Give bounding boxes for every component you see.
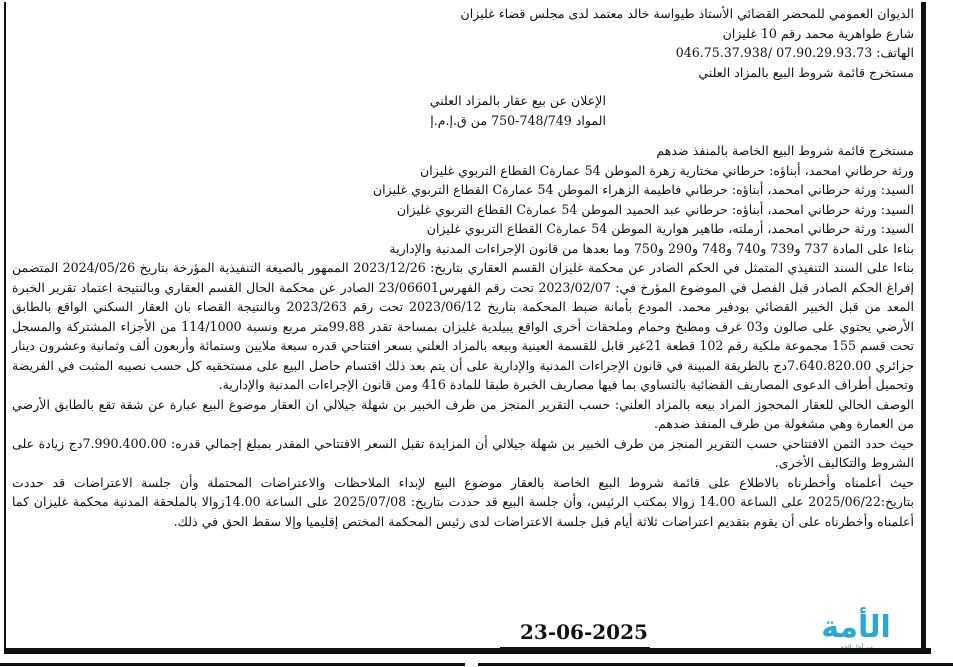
office-title: الديوان العمومي للمحضر القضائي الأستاذ طيواسة خالد معتمد لدى مجلس قضاء غليزان (460, 6, 914, 21)
footer-divider-left (0, 663, 465, 666)
party-line: السيد: ورثة حرطاني امحمد، أبناؤه: حرطاني عبد الحميد الموطن 54 عمارةC القطاع التربوي غليزان (396, 201, 914, 217)
party-line: السيد: ورثة حرطاني امحمد، أبناؤه: حرطاني فاطيمة الزهراء الموطن 54 عمارةC القطاع التربوي غليزان (372, 182, 914, 197)
legal-notice-document (12, 4, 914, 531)
bottom-border (4, 648, 931, 654)
legal-basis-line: بناءا على المادة 737 و739 و740 و748 و290 و750 وما بعدها من قانون الإجراءات المدنية والإدارية (389, 240, 914, 256)
publication-date: 23-06-2025 (520, 620, 648, 644)
property-description-paragraph: الوصف الحالي للعقار المحجوز المراد بيعه بالمزاد العلني: حسب التقرير المنجز من طرف الخبير بن شهلة جيلالي ان العقار موضوع البيع عبارة عن شقة تقع بالطابق الأرضي من العمارة وهي مشغولة من طرف المنفذ ضدهم. (12, 396, 914, 431)
extract-title: مستخرج قائمة شروط البيع بالمزاد العلني (698, 64, 914, 80)
hearing-dates-paragraph: حيث أعلمناه وأخطرناه بالاطلاع على قائمة شروط البيع الخاصة بالعقار موضوع البيع لإبداء الملاحظات والاعتراضات المحتملة وأن جلسة الاعتراضات قد حددت بتاريخ:2025/06/22 على الساعة 14.00 زوالا بمكتب الرئيس، وأن جلسة البيع قد حددت بتاريخ: 2025/07/08 على الساعة 14.00زوالا بالملحقة المدنية محكمة غليزان كما أعلمناه وأخطرناه على أن يقوم بتقديم اعتراضات ثلاثة أيام قبل جلسة الاعتراضات لدى رئيس المحكمة المختص إقليميا وإلا سقط الحق في ذلك. (12, 474, 914, 529)
office-phone: الهاتف: 07.90.29.93.73 /046.75.37.938 (675, 45, 914, 60)
logo-wordmark: الأمة (821, 610, 891, 645)
auction-notice-articles: المواد 748/749-750 من ق.إ.م.إ (430, 112, 606, 128)
party-line: ورثة حرطاني امحمد، أبناؤه: حرطاني مختارية زهرة الموطن 54 عمارةC القطاع التربوي غليزان (420, 162, 914, 178)
opening-price-paragraph: حيث حدد الثمن الافتتاحي حسب التقرير المنجز من طرف الخبير بن شهلة جيلالي أن المزايدة تقبل السعر الافتتاحي المقدر بمبلغ إجمالي قدره: 7.990.400.00دج زيادة على الشروط والتكاليف الأخرى. (12, 435, 914, 470)
auction-notice-heading (430, 91, 606, 130)
party-line: السيد: ورثة حرطاني امحمد، أرملته، طاهير هوارية الموطن 54 عمارةC القطاع التربوي غليزان (426, 221, 914, 236)
party-line-intro: مستخرج قائمة شروط البيع الخاصة بالمنفذ ضدهم (656, 143, 914, 158)
judgment-paragraph: بناءا على السند التنفيذي المتمثل في الحكم الصادر عن محكمة غليزان القسم العقاري بتاريخ: 2023/12/26 الممهور بالصيغة التنفيذية المؤرخة بتاريخ 2024/05/26 المتضمن إفراغ الحكم الصادر قبل الفصل في الموضوع المؤرخ في: 2023/02/07 تحت رقم الفهرس23/06601 الصادر عن محكمة الحال القسم العقاري وبالنتيجة اعتماد تقرير الخبرة المعد من قبل الخبير القضائي بودفير محمد. المودع بأمانة ضبط المحكمة بتاريخ 2023/06/12 تحت رقم 2023/263 وبالنتيجة القضاء بان العقار السكني الواقع بالطابق الأرضي يحتوي على صالون و03 غرف ومطبخ وحمام وملحقات أخرى الواقع يبيلدية غليزان بمساحة تقدر 99.88متر مربع ونسبة 114/1000 من الأجزاء المشتركة والمسجل تحت قسم 155 مجموعة ملكية رقم 102 قطعة 21غير قابل للقسمة العينية وبيعه بالمزاد العلني بسعر افتتاحي قدره سبعة ملايين وستمائة وأربعون ألف وثمانية وعشرون دينار جزائري 7.640.820.00دج بالطريقة المبينة في قانون الإجراءات المدنية والإدارية على أن يتم بعد ذلك اقتسام حاصل البيع على مستحقيه كل حسب نصيبه المثبت في الفريضة وتحميل أطراف الدعوى المصاريف القضائية بالتساوي بما فيها مصاريف الخبرة طبقا للمادة 416 ومن قانون الإجراءات المدنية والإدارية. (12, 260, 914, 392)
auction-notice-title: الإعلان عن بيع عقار بالمزاد العلني (429, 93, 606, 108)
office-address: شارع طواهرية محمد رقم 10 غليزان (722, 25, 914, 41)
footer-divider-right (478, 663, 953, 666)
